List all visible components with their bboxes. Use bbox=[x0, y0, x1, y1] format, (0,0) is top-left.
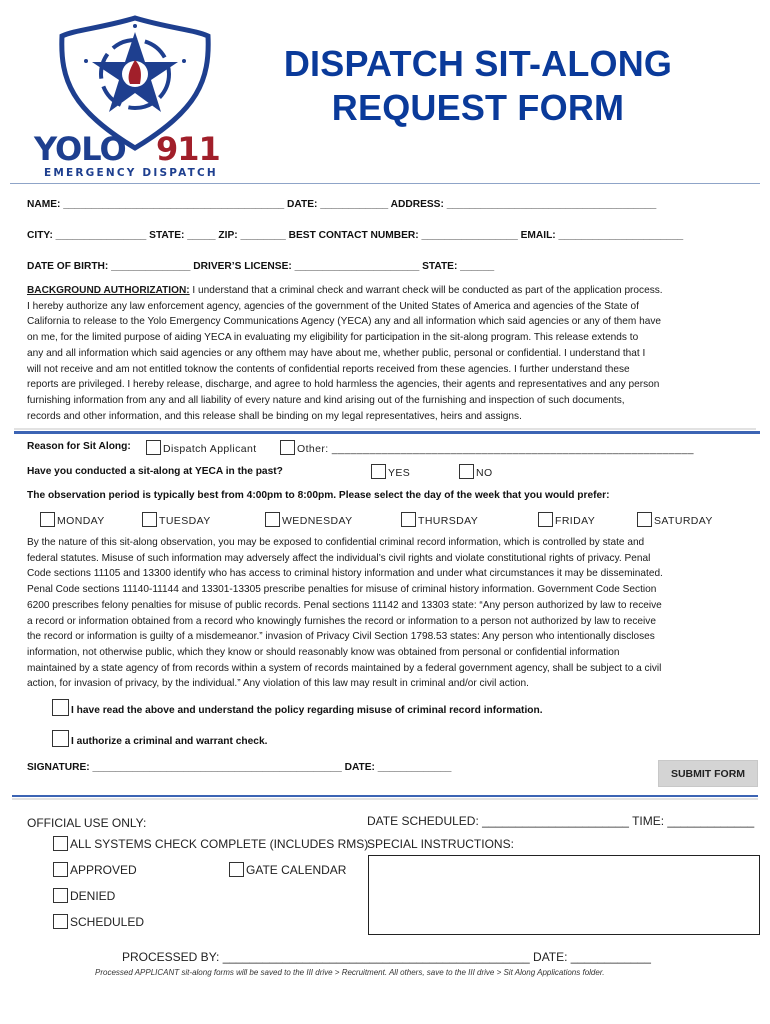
other-blank[interactable]: __________________________________________________________ bbox=[331, 443, 694, 455]
shield-star-icon bbox=[28, 10, 243, 180]
ack-authorize-check[interactable]: I authorize a criminal and warrant check. bbox=[52, 730, 267, 747]
day-wednesday[interactable]: WEDNESDAY bbox=[265, 512, 353, 527]
dob-license-row[interactable]: DATE OF BIRTH: ______________ DRIVER’S LICENSE: ______________________ STATE: ______ bbox=[27, 261, 495, 272]
city-state-zip-contact-row[interactable]: CITY: ________________ STATE: _____ ZIP: ________ BEST CONTACT NUMBER: _________________ EMAIL: ______________________ bbox=[27, 230, 684, 241]
ack-read-policy[interactable]: I have read the above and understand the policy regarding misuse of criminal record information. bbox=[52, 699, 543, 716]
name-date-address-row[interactable]: NAME: _______________________________________ DATE: ____________ ADDRESS: _____________________________________ bbox=[27, 199, 657, 210]
svg-text:YOLO: YOLO bbox=[34, 130, 126, 168]
checkbox[interactable] bbox=[229, 862, 244, 877]
checkbox[interactable] bbox=[53, 862, 68, 877]
checkbox[interactable] bbox=[637, 512, 652, 527]
checkbox[interactable] bbox=[53, 914, 68, 929]
page-title bbox=[258, 42, 698, 130]
day-saturday[interactable]: SATURDAY bbox=[637, 512, 713, 527]
past-no-option[interactable]: NO bbox=[459, 464, 493, 479]
checkbox[interactable] bbox=[52, 730, 69, 747]
checkbox[interactable] bbox=[280, 440, 295, 455]
svg-text:EMERGENCY DISPATCH: EMERGENCY DISPATCH bbox=[44, 167, 218, 179]
checkbox[interactable] bbox=[40, 512, 55, 527]
check-scheduled[interactable]: SCHEDULED bbox=[53, 914, 144, 929]
day-thursday[interactable]: THURSDAY bbox=[401, 512, 478, 527]
date-scheduled-time-row[interactable]: DATE SCHEDULED: ______________________ TIME: _____________ bbox=[367, 814, 755, 828]
checkbox[interactable] bbox=[53, 888, 68, 903]
checkbox[interactable] bbox=[371, 464, 386, 479]
title-line-2: REQUEST FORM bbox=[331, 87, 625, 128]
checkbox[interactable] bbox=[538, 512, 553, 527]
official-divider-gray bbox=[12, 798, 758, 800]
special-instructions-input[interactable] bbox=[368, 855, 760, 935]
checkbox[interactable] bbox=[401, 512, 416, 527]
reason-label: Reason for Sit Along: bbox=[27, 441, 131, 452]
reason-other[interactable]: Other: __________________________________________________________ bbox=[280, 440, 694, 455]
svg-text:911: 911 bbox=[156, 130, 220, 168]
check-denied[interactable]: DENIED bbox=[53, 888, 115, 903]
checkbox[interactable] bbox=[459, 464, 474, 479]
day-monday[interactable]: MONDAY bbox=[40, 512, 105, 527]
section-divider-blue bbox=[14, 431, 760, 434]
title-line-1: DISPATCH SIT-ALONG bbox=[283, 43, 673, 84]
checkbox[interactable] bbox=[142, 512, 157, 527]
day-tuesday[interactable]: TUESDAY bbox=[142, 512, 211, 527]
checkbox[interactable] bbox=[265, 512, 280, 527]
background-authorization-heading: BACKGROUND AUTHORIZATION: bbox=[27, 285, 190, 296]
special-instructions-label: SPECIAL INSTRUCTIONS: bbox=[367, 837, 514, 851]
signature-date-row[interactable]: SIGNATURE: ____________________________________________ DATE: _____________ bbox=[27, 762, 452, 773]
checkbox[interactable] bbox=[53, 836, 68, 851]
observation-text: The observation period is typically best from 4:00pm to 8:00pm. Please select the day of the week that you would prefer: bbox=[27, 490, 610, 501]
past-sitalong-question: Have you conducted a sit-along at YECA in the past? bbox=[27, 466, 283, 477]
check-approved[interactable]: APPROVED bbox=[53, 862, 137, 877]
checkbox[interactable] bbox=[146, 440, 161, 455]
privacy-notice: By the nature of this sit-along observation, you may be exposed to confidential criminal record information, which is controlled by state and federal statutes. Misuse of such information may adversely affect the individual’s civil rights and violate constitutional rights of privacy. Penal Code sections 11105 and 13300 identify who has access to criminal history information and under what circumstances it may be disseminated. Penal Code sections 11140-11144 and 13301-13305 prescribe penalties for misuse of criminal history information. Government Code Section 6200 prescribes felony penalties for misuse of public records. Penal sections 11142 and 13303 state: “Any person authorized by law to receive a record or information obtained from a record who knowingly furnishes the record or information to a person not authorized by law to receive the record or information is guilty of a misdemeanor.” invasion of Privacy Civil Section 1798.53 states: Any person who intentionally discloses information, not otherwise public, which they know or should reasonably know was obtained from personal or confidential information maintained by a state agency of from records within a system of records maintained by a federal government agency, shall be subject to a civil action, for invasion of privacy, by the individual.” Any violation of this law may result in criminal and/or civil action. bbox=[27, 537, 663, 690]
submit-form-button[interactable]: SUBMIT FORM bbox=[658, 760, 758, 787]
checkbox[interactable] bbox=[52, 699, 69, 716]
footnote: Processed APPLICANT sit-along forms will be saved to the III drive > Recruitment. All others, save to the III drive > Sit Along Applications folder. bbox=[95, 968, 605, 977]
past-yes-option[interactable]: YES bbox=[371, 464, 410, 479]
reason-dispatch-applicant[interactable]: Dispatch Applicant bbox=[146, 440, 257, 455]
day-friday[interactable]: FRIDAY bbox=[538, 512, 595, 527]
reason-row bbox=[27, 441, 131, 452]
official-divider bbox=[12, 795, 758, 797]
official-use-heading: OFFICIAL USE ONLY: bbox=[27, 816, 147, 830]
check-all-systems[interactable]: ALL SYSTEMS CHECK COMPLETE (INCLUDES RMS) bbox=[53, 836, 368, 851]
yolo911-logo bbox=[28, 10, 243, 180]
check-gate-calendar[interactable]: GATE CALENDAR bbox=[229, 862, 346, 877]
section-divider bbox=[14, 428, 756, 430]
header-divider bbox=[10, 183, 760, 184]
processed-by-date-row[interactable]: PROCESSED BY: ______________________________________________ DATE: ____________ bbox=[122, 950, 651, 964]
background-authorization: BACKGROUND AUTHORIZATION: I understand that a criminal check and warrant check will be conducted as part of the application process. I hereby authorize any law enforcement agency, agencies of the government of the United States of America and agencies of the State of California to release to the Yolo Emergency Communications Agency (YECA) any and all information which said agencies or any of them have on me, for the limited purpose of aiding YECA in evaluating my eligibility for participation in the sit-along program. This release extends to any and all information which said agencies or any ofthem may have about me, whether public, personal or confidential. I understand that I will not receive and am not entitled toknow the contents of confidential reports received from these agencies. I further understand these reports are privileged. I hereby release, discharge, and agree to hold harmless the agencies, their agents and representatives and any person furnishing information from any and all liability of every nature and kind arising out of the furnishing and inspection of such documents, records and other information, and this release shall be binding on my legal representatives, heirs and assigns. bbox=[27, 285, 663, 422]
